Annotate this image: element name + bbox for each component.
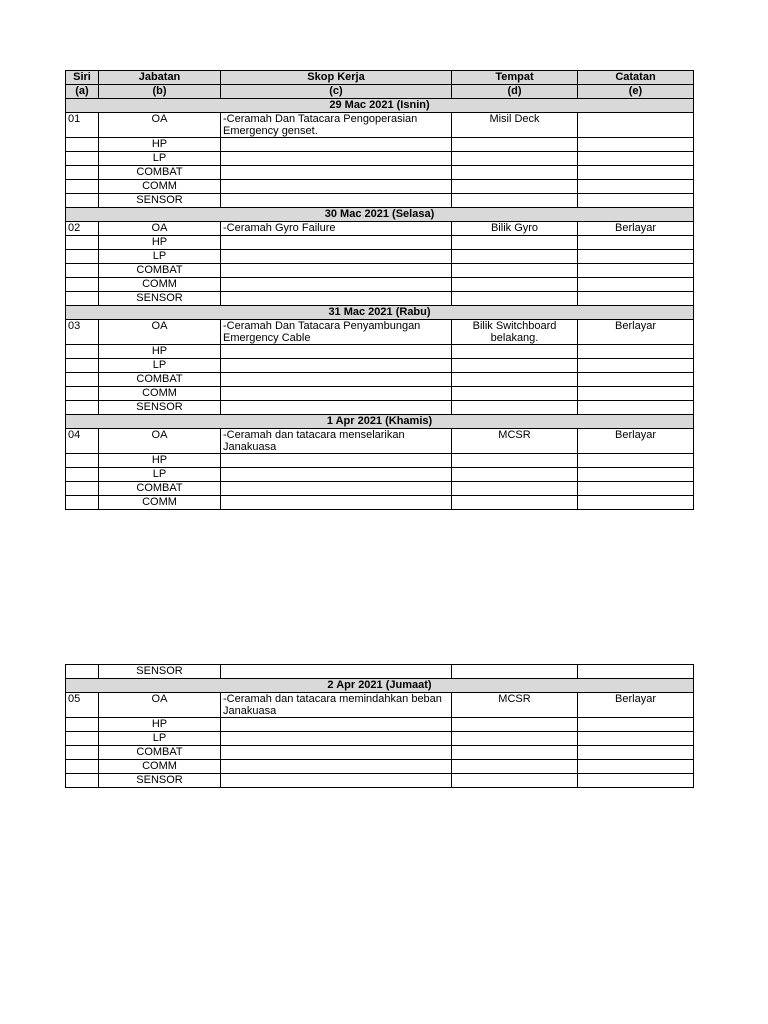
table-row [66, 774, 694, 788]
jabatan-cell: LP [99, 250, 221, 264]
day-date: 2 Apr 2021 (Jumaat) [66, 679, 694, 693]
table-row [66, 180, 694, 194]
table-row [66, 401, 694, 415]
header-letter-b: (b) [99, 85, 221, 99]
jabatan-cell: COMBAT [99, 373, 221, 387]
jabatan-cell: SENSOR [99, 292, 221, 306]
jabatan-cell: COMBAT [99, 746, 221, 760]
tempat-cell: Bilik Switchboard belakang. [452, 320, 578, 345]
jabatan-cell: SENSOR [99, 665, 221, 679]
jabatan-cell: COMBAT [99, 166, 221, 180]
schedule-table-page-2 [65, 664, 694, 788]
jabatan-cell: LP [99, 152, 221, 166]
table-row [66, 222, 694, 236]
header-tempat: Tempat [452, 71, 578, 85]
catatan-cell: Berlayar [578, 693, 694, 718]
table-row [66, 468, 694, 482]
table-row [66, 138, 694, 152]
skop-cell: -Ceramah dan tatacara memindahkan beban Janakuasa [221, 693, 452, 718]
jabatan-cell: COMM [99, 387, 221, 401]
day-date: 1 Apr 2021 (Khamis) [66, 415, 694, 429]
header-letter-a: (a) [66, 85, 99, 99]
table-row [66, 718, 694, 732]
table-row [66, 693, 694, 718]
skop-cell: -Ceramah dan tatacara menselarikan Janakuasa [221, 429, 452, 454]
table-row [66, 746, 694, 760]
header-letter-c: (c) [221, 85, 452, 99]
jabatan-cell: HP [99, 345, 221, 359]
jabatan-cell: OA [99, 113, 221, 138]
jabatan-cell: LP [99, 359, 221, 373]
tempat-cell: Bilik Gyro [452, 222, 578, 236]
table-row [66, 429, 694, 454]
jabatan-cell: HP [99, 454, 221, 468]
siri-cell: 01 [66, 113, 99, 138]
jabatan-cell: HP [99, 138, 221, 152]
header-row [66, 71, 694, 85]
skop-cell: -Ceramah Dan Tatacara Penyambungan Emergency Cable [221, 320, 452, 345]
table-row [66, 152, 694, 166]
table-row [66, 236, 694, 250]
header-skop-kerja: Skop Kerja [221, 71, 452, 85]
table-row [66, 387, 694, 401]
jabatan-cell: SENSOR [99, 194, 221, 208]
header-letter-d: (d) [452, 85, 578, 99]
table-row [66, 359, 694, 373]
jabatan-cell: COMM [99, 180, 221, 194]
jabatan-cell: OA [99, 693, 221, 718]
jabatan-cell: LP [99, 732, 221, 746]
skop-cell: -Ceramah Gyro Failure [221, 222, 452, 236]
table-row [66, 250, 694, 264]
jabatan-cell: OA [99, 320, 221, 345]
tempat-cell: Misil Deck [452, 113, 578, 138]
table-row [66, 292, 694, 306]
jabatan-cell: LP [99, 468, 221, 482]
table-row [66, 320, 694, 345]
header-letter-e: (e) [578, 85, 694, 99]
catatan-cell: Berlayar [578, 222, 694, 236]
jabatan-cell: COMBAT [99, 264, 221, 278]
day-row [66, 679, 694, 693]
day-row [66, 306, 694, 320]
day-date: 31 Mac 2021 (Rabu) [66, 306, 694, 320]
table-row [66, 345, 694, 359]
header-jabatan: Jabatan [99, 71, 221, 85]
header-siri: Siri [66, 71, 99, 85]
siri-cell: 03 [66, 320, 99, 345]
table-row [66, 278, 694, 292]
siri-cell: 05 [66, 693, 99, 718]
jabatan-cell: HP [99, 718, 221, 732]
table-row [66, 264, 694, 278]
day-row [66, 208, 694, 222]
day-row [66, 99, 694, 113]
table-row [66, 482, 694, 496]
jabatan-cell: COMM [99, 278, 221, 292]
table-row [66, 166, 694, 180]
jabatan-cell: OA [99, 222, 221, 236]
table-row [66, 496, 694, 510]
skop-cell: -Ceramah Dan Tatacara Pengoperasian Emergency genset. [221, 113, 452, 138]
table-row [66, 760, 694, 774]
header-letter-row [66, 85, 694, 99]
day-date: 30 Mac 2021 (Selasa) [66, 208, 694, 222]
table-row [66, 113, 694, 138]
jabatan-cell: OA [99, 429, 221, 454]
jabatan-cell: COMM [99, 496, 221, 510]
jabatan-cell: COMM [99, 760, 221, 774]
jabatan-cell: COMBAT [99, 482, 221, 496]
header-catatan: Catatan [578, 71, 694, 85]
jabatan-cell: SENSOR [99, 774, 221, 788]
jabatan-cell: HP [99, 236, 221, 250]
table-row [66, 454, 694, 468]
schedule-table-page-1 [65, 70, 694, 510]
day-row [66, 415, 694, 429]
catatan-cell [578, 113, 694, 138]
table-row [66, 732, 694, 746]
catatan-cell: Berlayar [578, 320, 694, 345]
table-row [66, 373, 694, 387]
day-date: 29 Mac 2021 (Isnin) [66, 99, 694, 113]
table-row [66, 194, 694, 208]
siri-cell: 04 [66, 429, 99, 454]
jabatan-cell: SENSOR [99, 401, 221, 415]
table-row [66, 665, 694, 679]
tempat-cell: MCSR [452, 693, 578, 718]
tempat-cell: MCSR [452, 429, 578, 454]
siri-cell: 02 [66, 222, 99, 236]
catatan-cell: Berlayar [578, 429, 694, 454]
